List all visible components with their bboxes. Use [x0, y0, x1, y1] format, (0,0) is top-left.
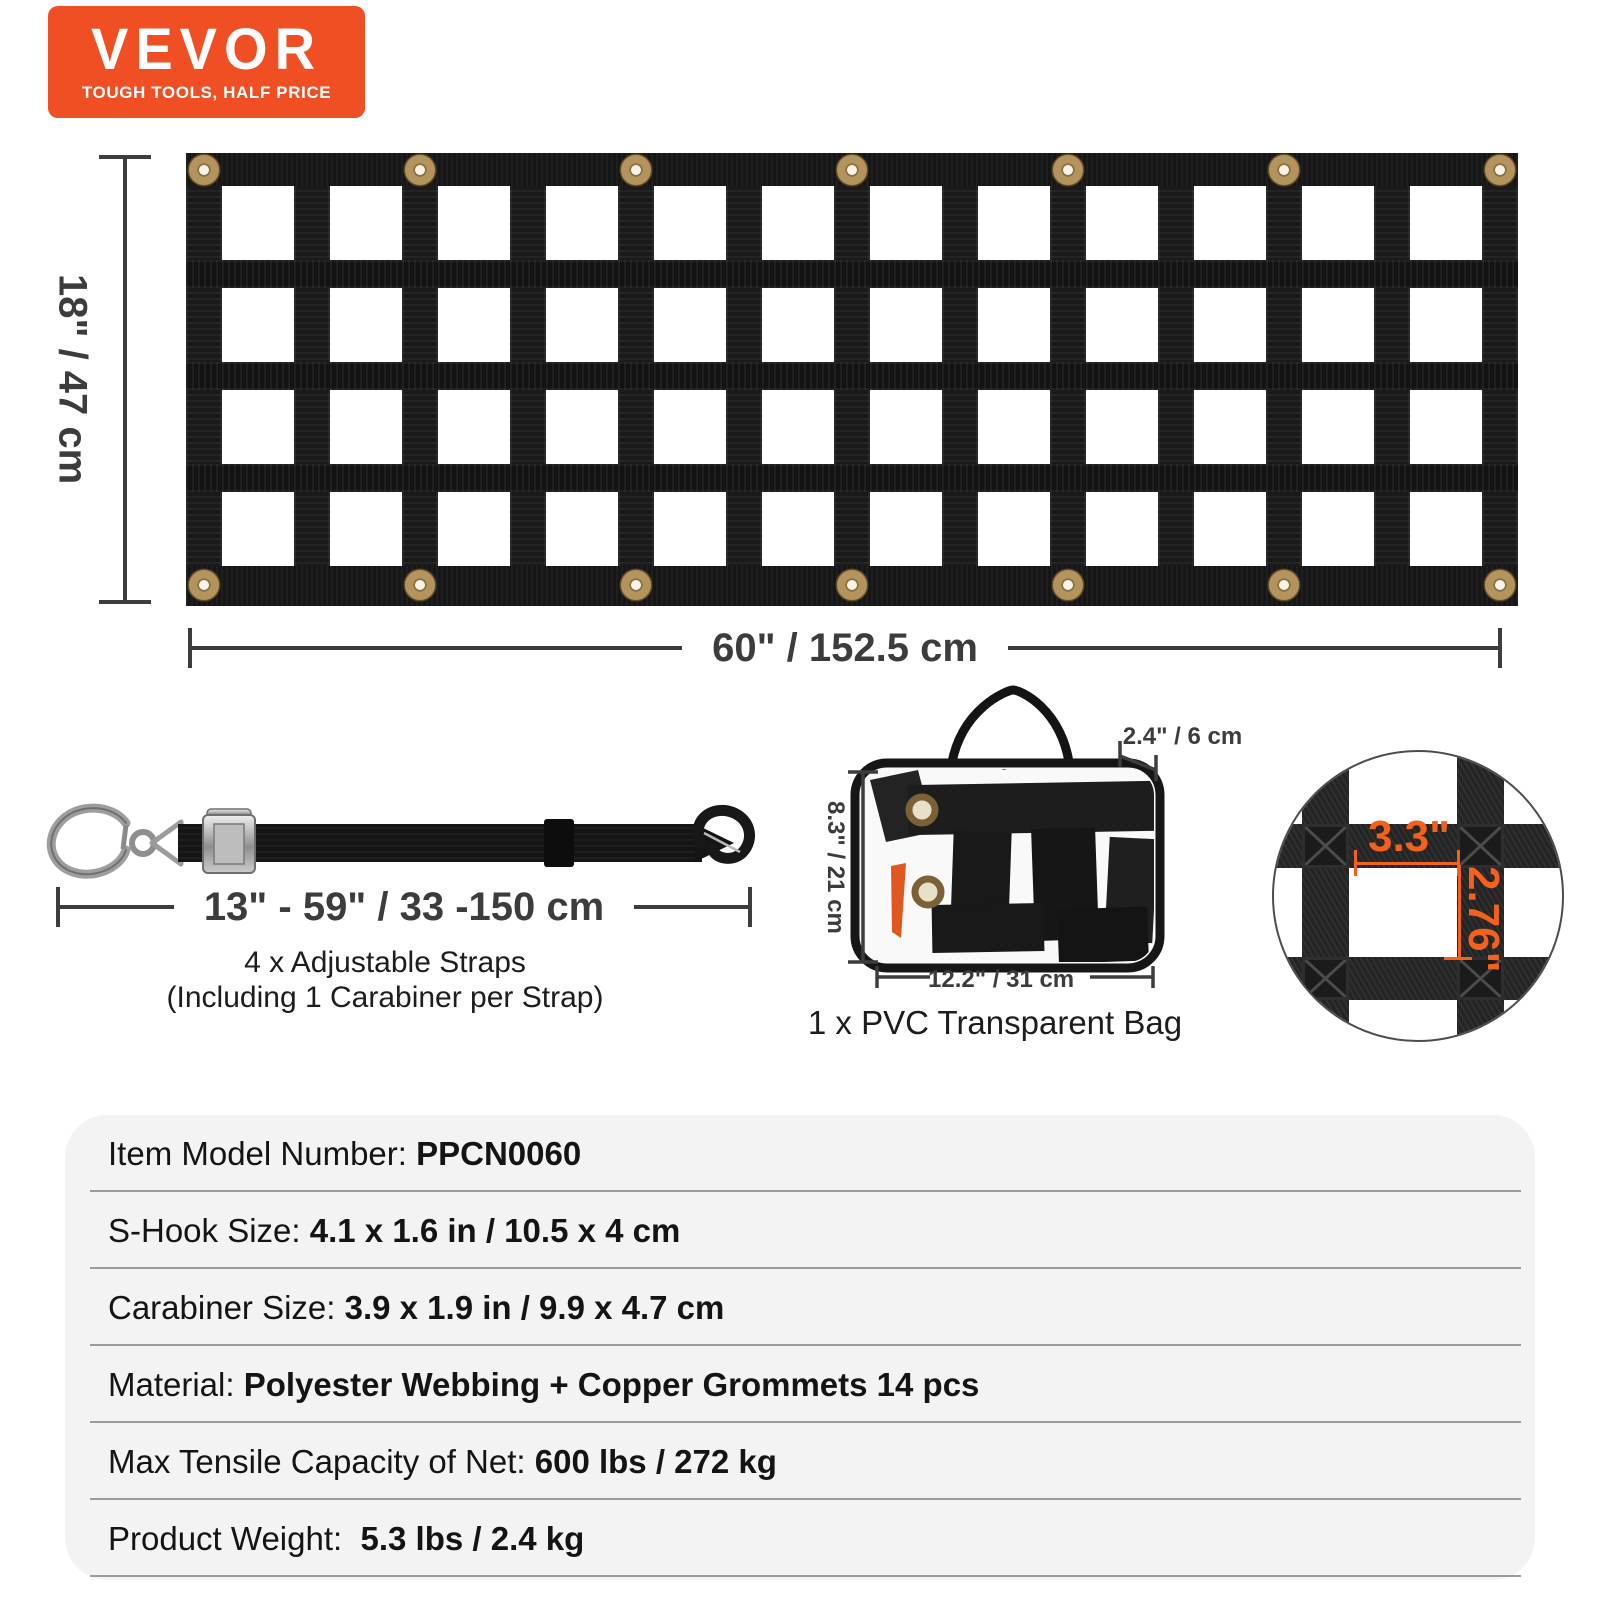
dim-line	[192, 646, 682, 650]
grommet-icon	[1485, 155, 1515, 185]
grommet-icon	[837, 570, 867, 600]
net-height-dim-line	[123, 155, 127, 604]
brand-name: VEVOR	[90, 15, 323, 82]
bag-width-label: 12.2" / 31 cm	[928, 966, 1075, 993]
spec-value: 5.3 lbs / 2.4 kg	[351, 1519, 585, 1557]
spec-row-shook	[65, 1192, 1535, 1269]
spec-row-material	[65, 1346, 1535, 1423]
net-width-label: 60" / 152.5 cm	[712, 625, 978, 670]
spec-label: Item Model Number:	[108, 1134, 417, 1172]
grommet-icon	[405, 570, 435, 600]
spec-row-capacity	[65, 1423, 1535, 1500]
grommet-icon	[1053, 155, 1083, 185]
cam-buckle-icon	[203, 809, 255, 873]
grommet-icon	[189, 155, 219, 185]
spec-value: 600 lbs / 272 kg	[534, 1442, 777, 1480]
spec-value: 4.1 x 1.6 in / 10.5 x 4 cm	[309, 1211, 681, 1249]
dim-tick	[748, 887, 752, 927]
grommet-icon	[1053, 570, 1083, 600]
grommet-icon	[189, 570, 219, 600]
grommet-icon	[837, 155, 867, 185]
strap-webbing	[178, 824, 702, 862]
hole-height-label: 2.76"	[1459, 866, 1508, 973]
bag-caption: 1 x PVC Transparent Bag	[807, 1004, 1183, 1041]
spec-label: Carabiner Size:	[108, 1288, 345, 1326]
bag-depth-label: 2.4" / 6 cm	[1122, 723, 1243, 750]
grommet-icon	[1485, 570, 1515, 600]
grommet-icon	[621, 570, 651, 600]
brand-tagline: TOUGH TOOLS, HALF PRICE	[81, 83, 332, 102]
strap-caption	[40, 945, 730, 1015]
grommet-icon	[1269, 570, 1299, 600]
adjustable-strap-graphic	[40, 795, 760, 895]
mesh-detail-circle	[1272, 750, 1564, 1042]
vevor-logo	[48, 6, 365, 118]
net-height-label: 18" / 47 cm	[50, 274, 95, 485]
carabiner-icon	[51, 808, 126, 874]
spec-label: S-Hook Size:	[108, 1211, 310, 1249]
net-horizontal-strap	[186, 362, 1518, 390]
spec-label: Max Tensile Capacity of Net:	[108, 1442, 535, 1480]
x-stitch-box	[1302, 957, 1349, 1000]
net-horizontal-strap	[186, 464, 1518, 492]
strap-length-label: 13" - 59" / 33 -150 cm	[203, 884, 605, 929]
spec-label: Product Weight:	[108, 1519, 352, 1557]
grommet-icon	[1269, 155, 1299, 185]
hole-width-dim-line	[1354, 862, 1460, 865]
net-height-dim-cap-bottom	[99, 600, 151, 604]
spec-row-carabiner	[65, 1269, 1535, 1346]
dim-tick	[1498, 628, 1502, 668]
spec-label: Material:	[108, 1365, 244, 1403]
strap-length-dim	[56, 884, 752, 929]
bag-handle	[951, 690, 1070, 768]
strap-keeper	[544, 819, 574, 867]
cargo-net-graphic	[186, 153, 1518, 606]
spec-panel	[65, 1115, 1535, 1580]
net-height-dim-cap-top	[99, 155, 151, 159]
strap-caption-line2: (Including 1 Carabiner per Strap)	[166, 981, 604, 1014]
strap-caption-line1: 4 x Adjustable Straps	[244, 946, 526, 979]
net-width-dim	[188, 625, 1502, 670]
bag-grommet	[915, 879, 941, 905]
dim-line	[60, 905, 174, 909]
spec-value: PPCN0060	[416, 1134, 582, 1172]
spec-row-model	[65, 1115, 1535, 1192]
hole-width-label: 3.3"	[1367, 812, 1451, 861]
dim-line	[1008, 646, 1498, 650]
grommet-icon	[405, 155, 435, 185]
dim-line	[634, 905, 748, 909]
bag-height-label: 8.3" / 21 cm	[822, 800, 849, 934]
spec-value: 3.9 x 1.9 in / 9.9 x 4.7 cm	[344, 1288, 725, 1326]
bag-grommet	[909, 797, 935, 823]
spec-value: Polyester Webbing + Copper Grommets 14 pcs	[243, 1365, 980, 1403]
spec-row-weight	[65, 1500, 1535, 1577]
net-horizontal-strap	[186, 260, 1518, 288]
grommet-icon	[621, 155, 651, 185]
